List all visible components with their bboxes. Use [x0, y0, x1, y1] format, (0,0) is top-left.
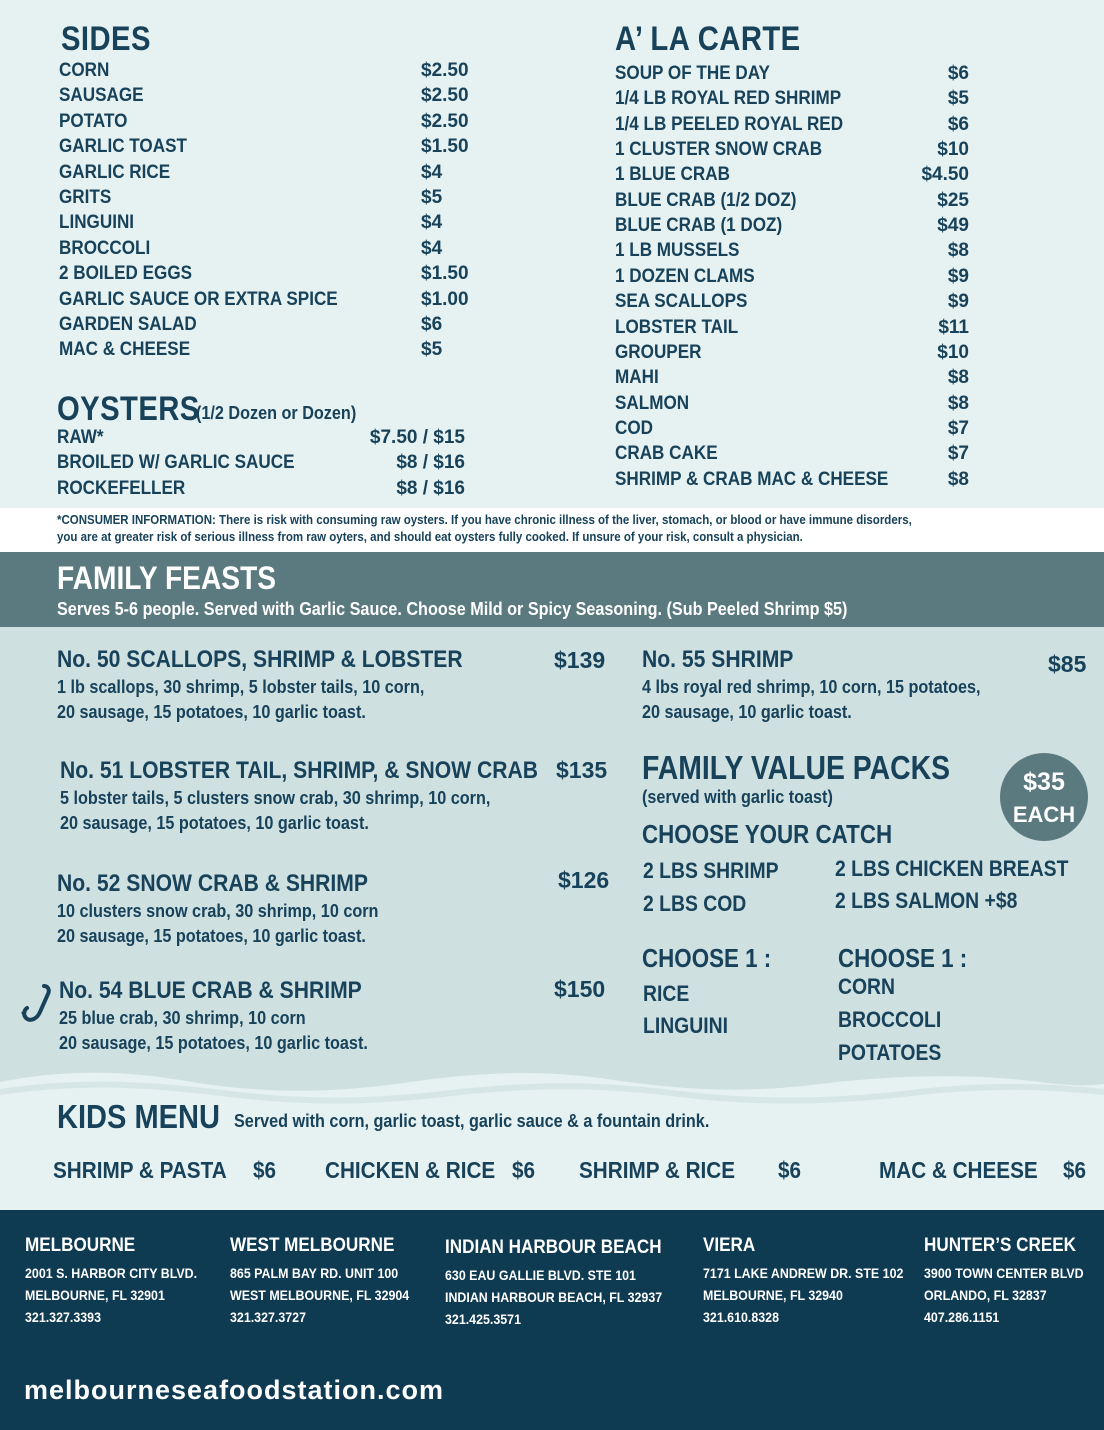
catch-item: 2 LBS SHRIMP: [643, 858, 779, 883]
feast-price: $139: [554, 647, 606, 673]
location-phone[interactable]: 321.327.3393: [25, 1310, 101, 1325]
consumer-info-line-1: *CONSUMER INFORMATION: There is risk with consuming raw oysters. If you have chronic illness of the liver, stomach, or blood or have immune disorders,: [57, 513, 912, 527]
feast-title: No. 51 LOBSTER TAIL, SHRIMP, & SNOW CRAB: [60, 757, 538, 784]
menu-item-name: BROCCOLI: [59, 237, 151, 259]
consumer-information: [0, 508, 1104, 552]
location-west-melbourne: [230, 1235, 425, 1329]
catch-item: 2 LBS SALMON +$8: [835, 888, 1018, 913]
menu-item-name: LOBSTER TAIL: [615, 316, 739, 338]
menu-item-name: 1 CLUSTER SNOW CRAB: [615, 139, 823, 161]
location-melbourne: [25, 1235, 212, 1329]
menu-item-name: SHRIMP & CRAB MAC & CHEESE: [615, 468, 889, 490]
menu-item-name: BROILED W/ GARLIC SAUCE: [57, 452, 295, 474]
menu-item-price: $11: [938, 316, 969, 338]
location-address-2: MELBOURNE, FL 32940: [703, 1288, 843, 1303]
family-feasts-title: FAMILY FEASTS: [57, 560, 277, 596]
menu-item-price: $25: [937, 189, 969, 211]
menu-item-name: CORN: [59, 60, 110, 81]
menu-item-price: $7: [947, 417, 969, 439]
menu-item-price: $5: [947, 88, 969, 110]
location-address-2: MELBOURNE, FL 32901: [25, 1288, 165, 1303]
kids-item-price: $6: [1063, 1157, 1087, 1183]
menu-item-price: $6: [947, 113, 969, 135]
location-address-2: ORLANDO, FL 32837: [924, 1288, 1047, 1303]
menu-item-price: $10: [937, 341, 969, 363]
choose-catch-heading: CHOOSE YOUR CATCH: [642, 819, 893, 849]
menu-item-name: MAC & CHEESE: [59, 339, 191, 361]
location-address-2: WEST MELBOURNE, FL 32904: [230, 1288, 410, 1303]
menu-item-price: $2.50: [421, 110, 469, 132]
location-name: WEST MELBOURNE: [230, 1235, 395, 1256]
location-indian-harbour-beach: [445, 1237, 686, 1331]
menu-item-name: GARLIC SAUCE OR EXTRA SPICE: [59, 288, 338, 310]
badge-label: EACH: [1012, 802, 1076, 827]
menu-item-name: GRITS: [59, 187, 112, 208]
kids-menu-subtitle: Served with corn, garlic toast, garlic sauce & a fountain drink.: [234, 1111, 710, 1131]
menu-item-name: GARLIC TOAST: [59, 136, 187, 158]
feast-desc-line-1: 5 lobster tails, 5 clusters snow crab, 30 shrimp, 10 corn,: [60, 788, 491, 808]
choose-one-heading: CHOOSE 1 :: [838, 943, 968, 973]
menu-item-name: GROUPER: [615, 341, 702, 363]
feast-price: $126: [558, 867, 610, 893]
catch-item: 2 LBS CHICKEN BREAST: [835, 856, 1069, 881]
feast-desc-line-2: 20 sausage, 15 potatoes, 10 garlic toast.: [57, 926, 366, 946]
menu-item-price: $4: [421, 212, 443, 234]
feast-price: $85: [1048, 651, 1087, 677]
menu-item-price: $7.50 / $15: [369, 427, 465, 448]
location-name: MELBOURNE: [25, 1235, 136, 1256]
menu-item-name: SOUP OF THE DAY: [615, 63, 770, 84]
menu-item-price: $4.50: [921, 164, 969, 186]
location-phone[interactable]: 321.610.8328: [703, 1310, 779, 1325]
location-address-1: 7171 LAKE ANDREW DR. STE 102: [703, 1266, 904, 1281]
feast-desc-line-2: 20 sausage, 15 potatoes, 10 garlic toast.: [60, 813, 369, 833]
price-badge: [1000, 753, 1088, 841]
location-viera: [703, 1235, 921, 1329]
menu-item-price: $10: [937, 139, 969, 161]
menu-item-price: $1.50: [421, 136, 469, 158]
location-address-1: 2001 S. HARBOR CITY BLVD.: [25, 1266, 198, 1281]
sides-title: SIDES: [61, 20, 151, 58]
feast-desc-line-2: 20 sausage, 15 potatoes, 10 garlic toast.: [59, 1033, 368, 1053]
location-name: HUNTER’S CREEK: [924, 1235, 1077, 1256]
consumer-info-line-2: you are at greater risk of serious illness from raw oyters, and should eat oysters fully cooked. If unsure of your risk, consult a physician.: [57, 530, 803, 544]
badge-price: $35: [1023, 768, 1065, 796]
feast-price: $150: [554, 976, 606, 1002]
feast-title: No. 54 BLUE CRAB & SHRIMP: [59, 977, 362, 1004]
kids-item-name: MAC & CHEESE: [879, 1157, 1038, 1183]
choose-option: LINGUINI: [643, 1013, 728, 1038]
choose-one-heading: CHOOSE 1 :: [642, 943, 772, 973]
menu-item-price: $1.00: [421, 288, 469, 310]
oysters-note: (1/2 Dozen or Dozen): [196, 403, 357, 423]
location-phone[interactable]: 407.286.1151: [924, 1310, 1000, 1325]
menu-item-name: BLUE CRAB (1/2 DOZ): [615, 189, 797, 211]
menu-item-price: $9: [947, 265, 969, 287]
choose-option: RICE: [643, 981, 690, 1006]
location-phone[interactable]: 321.425.3571: [445, 1312, 521, 1327]
menu-item-name: BLUE CRAB (1 DOZ): [615, 215, 783, 237]
menu-item-price: $4: [421, 237, 443, 259]
menu-item-price: $8 / $16: [396, 477, 465, 499]
menu-item-name: 1/4 LB ROYAL RED SHRIMP: [615, 88, 842, 110]
website-link[interactable]: melbourneseafoodstation.com: [24, 1375, 445, 1405]
kids-item-name: SHRIMP & PASTA: [53, 1157, 227, 1183]
menu-item-price: $4: [421, 161, 443, 183]
menu-item-name: POTATO: [59, 110, 128, 132]
location-phone[interactable]: 321.327.3727: [230, 1310, 306, 1325]
alacarte-title: A’ LA CARTE: [615, 20, 801, 58]
family-feasts-banner: [0, 552, 1104, 627]
feast-title: No. 50 SCALLOPS, SHRIMP & LOBSTER: [57, 646, 463, 673]
menu-item-name: CRAB CAKE: [615, 443, 718, 465]
menu-item-price: $8: [947, 240, 969, 262]
feast-desc-line-2: 20 sausage, 10 garlic toast.: [642, 702, 852, 722]
menu-item-name: 1/4 LB PEELED ROYAL RED: [615, 113, 844, 135]
feast-desc-line-1: 4 lbs royal red shrimp, 10 corn, 15 potatoes,: [642, 677, 981, 697]
menu-item-name: 1 DOZEN CLAMS: [615, 265, 755, 287]
menu-item-name: 1 BLUE CRAB: [615, 164, 730, 186]
kids-item-price: $6: [512, 1157, 536, 1183]
menu-item-price: $6: [421, 314, 443, 335]
menu-item-price: $8: [947, 468, 969, 490]
menu-item-price: $8: [947, 392, 969, 414]
menu-item-price: $8: [947, 367, 969, 389]
location-address-2: INDIAN HARBOUR BEACH, FL 32937: [445, 1290, 663, 1305]
feast-desc-line-1: 1 lb scallops, 30 shrimp, 5 lobster tails, 10 corn,: [57, 677, 425, 697]
location-address-1: 3900 TOWN CENTER BLVD: [924, 1266, 1084, 1281]
menu-item-name: SAUSAGE: [59, 85, 144, 107]
menu-item-name: GARLIC RICE: [59, 161, 171, 183]
menu-item-name: GARDEN SALAD: [59, 314, 197, 335]
menu-item-name: SALMON: [615, 392, 690, 414]
menu-item-price: $9: [947, 291, 969, 313]
location-hunters-creek: [924, 1235, 1098, 1329]
menu-item-price: $1.50: [421, 263, 469, 285]
kids-item-name: CHICKEN & RICE: [325, 1157, 496, 1183]
menu-item-name: MAHI: [615, 367, 659, 389]
menu-item-price: $6: [947, 63, 969, 84]
catch-item: 2 LBS COD: [643, 891, 747, 916]
location-address-1: 865 PALM BAY RD. UNIT 100: [230, 1266, 399, 1281]
oysters-title: OYSTERS: [57, 390, 200, 428]
feast-desc-line-1: 10 clusters snow crab, 30 shrimp, 10 corn: [57, 901, 379, 921]
feast-desc-line-1: 25 blue crab, 30 shrimp, 10 corn: [59, 1008, 306, 1028]
fish-hook-icon: [18, 982, 54, 1028]
location-name: INDIAN HARBOUR BEACH: [445, 1237, 662, 1258]
menu-item-price: $49: [937, 215, 969, 237]
menu-item-price: $8 / $16: [396, 452, 465, 474]
menu-item-name: SEA SCALLOPS: [615, 291, 748, 313]
menu-item-price: $5: [421, 339, 443, 361]
feast-title: No. 52 SNOW CRAB & SHRIMP: [57, 870, 368, 897]
choose-option: CORN: [838, 974, 896, 999]
menu-item-name: ROCKEFELLER: [57, 477, 186, 499]
kids-item-price: $6: [778, 1157, 802, 1183]
menu-item-price: $5: [421, 187, 443, 208]
kids-menu-title: KIDS MENU: [57, 1098, 220, 1135]
menu-item-name: RAW*: [57, 427, 104, 448]
value-packs-title: FAMILY VALUE PACKS: [642, 749, 951, 786]
feast-title: No. 55 SHRIMP: [642, 646, 794, 673]
value-packs-subtitle: (served with garlic toast): [642, 787, 833, 807]
feast-price: $135: [556, 757, 608, 783]
family-feasts-subtitle: Serves 5-6 people. Served with Garlic Sauce. Choose Mild or Spicy Seasoning. (Sub Peeled Shrimp $5): [57, 599, 848, 619]
menu-item-price: $7: [947, 443, 969, 465]
menu-item-price: $2.50: [421, 60, 469, 81]
kids-item-name: SHRIMP & RICE: [579, 1157, 736, 1183]
menu-item-price: $2.50: [421, 85, 469, 107]
feast-desc-line-2: 20 sausage, 15 potatoes, 10 garlic toast.: [57, 702, 366, 722]
location-address-1: 630 EAU GALLIE BLVD. STE 101: [445, 1268, 636, 1283]
location-name: VIERA: [703, 1235, 756, 1256]
menu-item-name: COD: [615, 417, 654, 439]
menu-item-name: LINGUINI: [59, 212, 135, 234]
kids-item-price: $6: [253, 1157, 277, 1183]
choose-option: BROCCOLI: [838, 1007, 942, 1032]
menu-item-name: 1 LB MUSSELS: [615, 240, 740, 262]
choose-option: POTATOES: [838, 1040, 942, 1065]
menu-item-name: 2 BOILED EGGS: [59, 263, 193, 285]
